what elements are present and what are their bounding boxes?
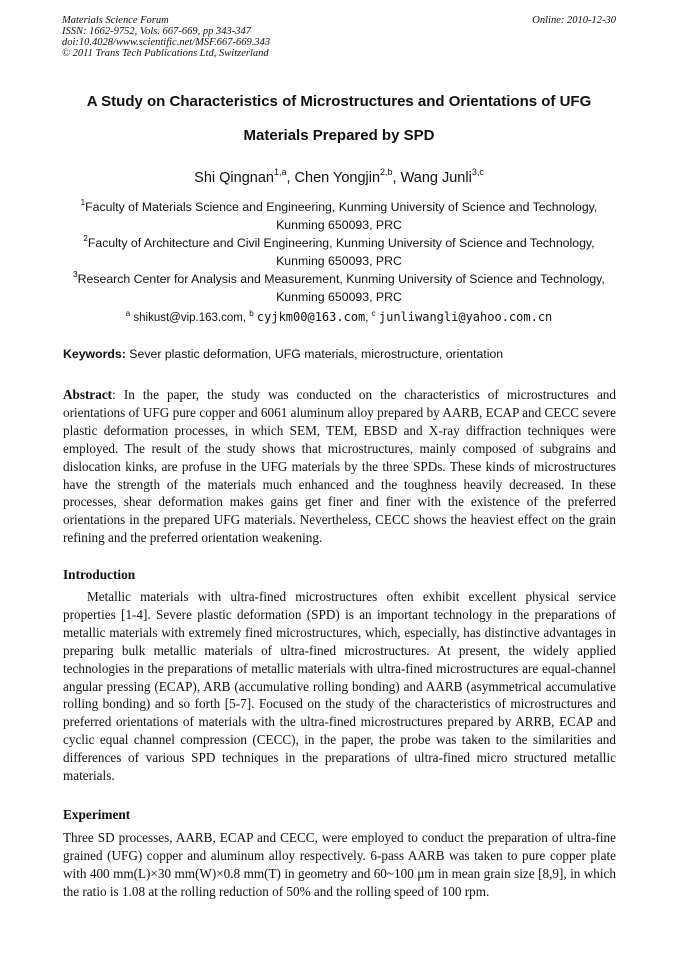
keywords-line xyxy=(63,347,623,361)
author-superscript: 2,b xyxy=(380,167,393,177)
paper-title-line-1: A Study on Characteristics of Microstructures and Orientations of UFG xyxy=(86,93,592,110)
email-address[interactable]: shikust@vip.163.com xyxy=(133,312,243,324)
abstract-paragraph xyxy=(63,386,616,547)
affiliation-marker: 3 xyxy=(73,270,78,279)
doi-line: doi:10.4028/www.scientific.net/MSF.667-669.343 xyxy=(62,37,271,48)
introduction-text: Metallic materials with ultra-fined microstructures often exhibit excellent physical service properties [1-4]. Severe plastic deformation (SPD) is an important technology in the preparations of metallic materials with extremely fined microstructures, which, especially, has distinctive advantages in preparing bulk metallic materials of ultra-fined microstructures. At present, the widely applied technologies in the preparations of metallic materials with ultra-fined microstructures are equal-channel angular pressing (ECAP), ARB (accumulative rolling bonding) and AARB (asymmetrical accumulative rolling bonding) and so forth [5-7]. Focused on the study of the characteristics of microstructures and preferred orientations of materials with the ultra-fined microstructures prepared by ARRB, ECAP and cyclic equal channel compression (CECC), in the paper, the probe was taken to the similarities and differences of various SPD techniques in the preparations of ultra-fined micro structured metallic materials. xyxy=(63,589,616,784)
affiliation-city: Kunming 650093, PRC xyxy=(276,253,402,268)
affiliation-marker: 1 xyxy=(80,198,86,207)
affiliation-2 xyxy=(62,230,616,270)
experiment-heading: Experiment xyxy=(63,807,131,822)
email-address[interactable]: junliwangli@yahoo.com.cn xyxy=(378,310,553,324)
affiliation-1 xyxy=(62,194,616,234)
author-name: Chen Yongjin xyxy=(294,170,381,186)
affiliation-city: Kunming 650093, PRC xyxy=(276,289,402,304)
affiliation-3 xyxy=(62,266,616,306)
email-marker: b xyxy=(249,309,254,318)
affiliation-marker: 2 xyxy=(83,234,88,243)
email-marker: a xyxy=(125,309,131,318)
author-list: Shi Qingnan$^{1,a}$, Chen Yongjin$^{2,b}$, Wang Junli$^{3,c}$ xyxy=(194,167,484,186)
email-marker: c xyxy=(371,309,376,318)
author-superscript: 3,c xyxy=(471,167,484,177)
affiliation-text: Research Center for Analysis and Measurement, Kunming University of Science and Technology, xyxy=(77,272,605,286)
affiliation-city: Kunming 650093, PRC xyxy=(276,217,402,232)
affiliation-text: Faculty of Architecture and Civil Engineering, Kunming University of Science and Technology, xyxy=(87,236,595,250)
introduction-heading: Introduction xyxy=(63,567,136,582)
experiment-paragraph xyxy=(63,829,616,901)
journal-name: Materials Science Forum xyxy=(62,15,169,26)
abstract-text: : In the paper, the study was conducted on the characteristics of microstructures and orientations of UFG pure copper and 6061 aluminum alloy prepared by AARB, ECAP and CECC severe plastic deformation processes, in which SEM, TEM, EBSD and X-ray diffraction techniques were employed. The result of the study shows that microstructures, mainly composed of subgrains and dislocation kinks, are profuse in the UFG materials by the three SPDs. These kinds of microstructures have the strength of the materials much enhanced and the toughness heavily decreased. In these processes, shear deformation makes gains get finer and finer with the existence of the preferred orientations in the prepared UFG materials. Nevertheless, CECC shows the heaviest effect on the grain refining and the preferred orientation weakening. xyxy=(63,387,616,546)
issn-line: ISSN: 1662-9752, Vols. 667-669, pp 343-347 xyxy=(62,26,251,37)
running-header xyxy=(62,15,616,59)
email-list: $^a$ shikust@vip.163.com, $^b$ cyjkm00@163.com, $^c$ junliwangli@yahoo.com.cn xyxy=(125,309,553,324)
keywords-text: Sever plastic deformation, UFG materials, microstructure, orientation xyxy=(129,347,504,361)
experiment-text: Three SD processes, AARB, ECAP and CECC, were employed to conduct the preparation of ultra-fine grained (UFG) copper and aluminum alloy respectively. 6-pass AARB was taken to pure copper plate with 400 mm(L)×30 mm(W)×0.8 mm(T) in geometry and 60~100 μm in mean grain size [8,9], in which the ratio is 1.08 at the rolling reduction of 50% and the rolling speed of 100 rpm. xyxy=(63,830,616,899)
affiliation-text: Faculty of Materials Science and Engineering, Kunming University of Science and Technology, xyxy=(85,200,598,214)
paper-title-line-2: Materials Prepared by SPD xyxy=(243,127,435,144)
author-superscript: 1,a xyxy=(273,167,287,177)
keywords-label: Keywords: xyxy=(63,347,126,361)
author-name: Shi Qingnan xyxy=(194,170,274,186)
email-address[interactable]: cyjkm00@163.com xyxy=(256,310,366,324)
introduction-paragraph xyxy=(63,588,616,785)
copyright-line: © 2011 Trans Tech Publications Ltd, Switzerland xyxy=(62,48,269,59)
abstract-label: Abstract xyxy=(63,387,113,402)
online-date: Online: 2010-12-30 xyxy=(532,15,616,26)
author-name: Wang Junli xyxy=(400,170,472,186)
